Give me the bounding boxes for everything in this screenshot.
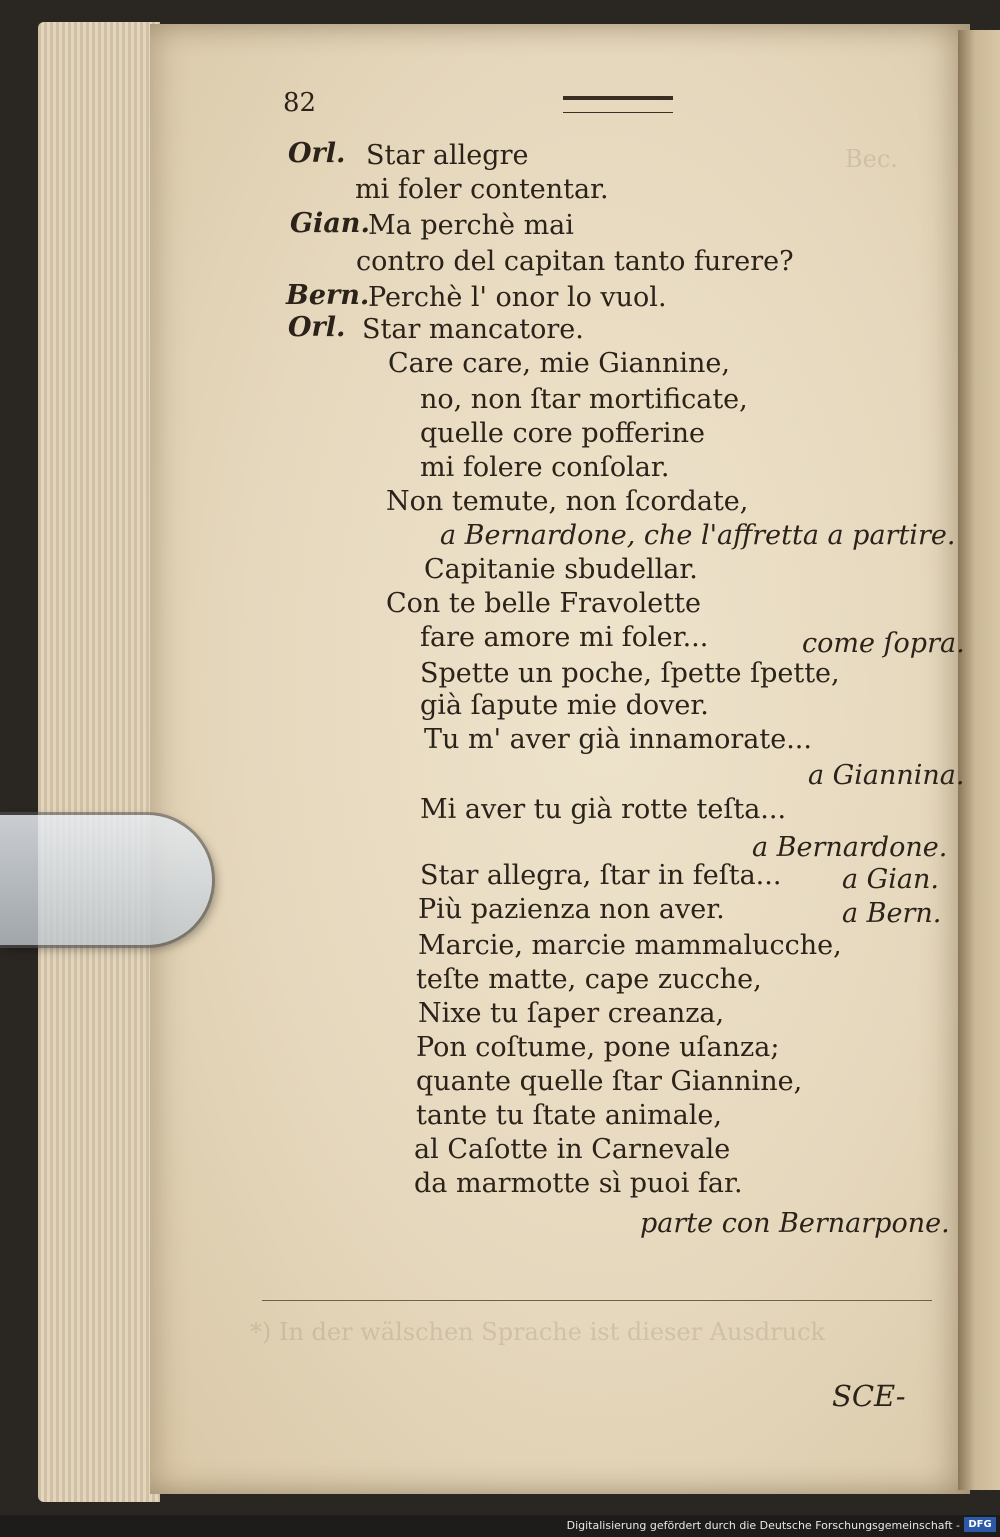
verse-line: Non temute, non ſcordate, [386,486,749,517]
stage-direction: come ſopra. [802,628,965,659]
verse-line: quelle core pofferine [420,418,705,449]
speaker-label: Bern. [286,280,370,311]
header-rule [563,96,673,113]
verse-line: da marmotte sì puoi far. [414,1168,743,1199]
bleed-through: *) In der wälschen Sprache ist dieser Ausdruck [250,1318,826,1346]
stage-direction: a Gian. [842,864,939,895]
stage-direction: a Giannina. [808,760,965,791]
verse-line: Ma perchè mai [368,210,574,241]
verse-line: Nixe tu ſaper creanza, [418,998,725,1029]
footnote-rule [262,1300,932,1301]
verse-line: quante quelle ſtar Giannine, [416,1066,803,1097]
verse-line: Tu m' aver già innamorate... [424,724,812,755]
verse-line: Perchè l' onor lo vuol. [368,282,667,313]
verse-line: Care care, mie Giannine, [388,348,730,379]
speaker-label: Gian. [290,208,370,239]
page-edges [38,22,160,1502]
verse-line: Più pazienza non aver. [418,894,725,925]
verse-line: Star mancatore. [362,314,584,345]
page-number: 82 [283,88,317,118]
verse-line: no, non ſtar mortificate, [420,384,748,415]
verse-line: Spette un poche, ſpette ſpette, [420,658,840,689]
verse-line: mi folere conſolar. [420,452,670,483]
verse-line: Star allegra, ſtar in feſta... [420,860,782,891]
page-holder-clip [0,815,212,945]
verse-line: tante tu ſtate animale, [416,1100,722,1131]
verse-line: contro del capitan tanto furere? [356,246,794,277]
book-page [150,24,970,1494]
speaker-label: Orl. [288,312,346,343]
verse-line: Pon coſtume, pone uſanza; [416,1032,780,1063]
stage-direction: a Bernardone. [752,832,948,863]
funding-credit: Digitalisierung gefördert durch die Deutsche Forschungsgemeinschaft - [566,1519,960,1532]
stage-direction: a Bernardone, che l'affretta a partire. [440,520,956,551]
verse-line: già ſapute mie dover. [420,690,709,721]
speaker-label: Orl. [288,138,346,169]
verse-line: Marcie, marcie mammalucche, [418,930,842,961]
stage-direction: a Bern. [842,898,942,929]
verse-line: Con te belle Fravolette [386,588,701,619]
bleed-through: Bec. [845,145,898,173]
verse-line: Star allegre [366,140,529,171]
stage-direction: parte con Bernarpone. [640,1208,950,1239]
verse-line: al Caſotte in Carnevale [414,1134,731,1165]
dfg-logo: DFG [964,1517,996,1532]
catchword: SCE- [832,1379,906,1413]
verse-line: Capitanie sbudellar. [424,554,698,585]
facing-page-edge [958,30,1000,1490]
verse-line: teſte matte, cape zucche, [416,964,762,995]
verse-line: mi foler contentar. [355,174,609,205]
verse-line: Mi aver tu già rotte teſta... [420,794,787,825]
verse-line: fare amore mi foler... [420,622,709,653]
